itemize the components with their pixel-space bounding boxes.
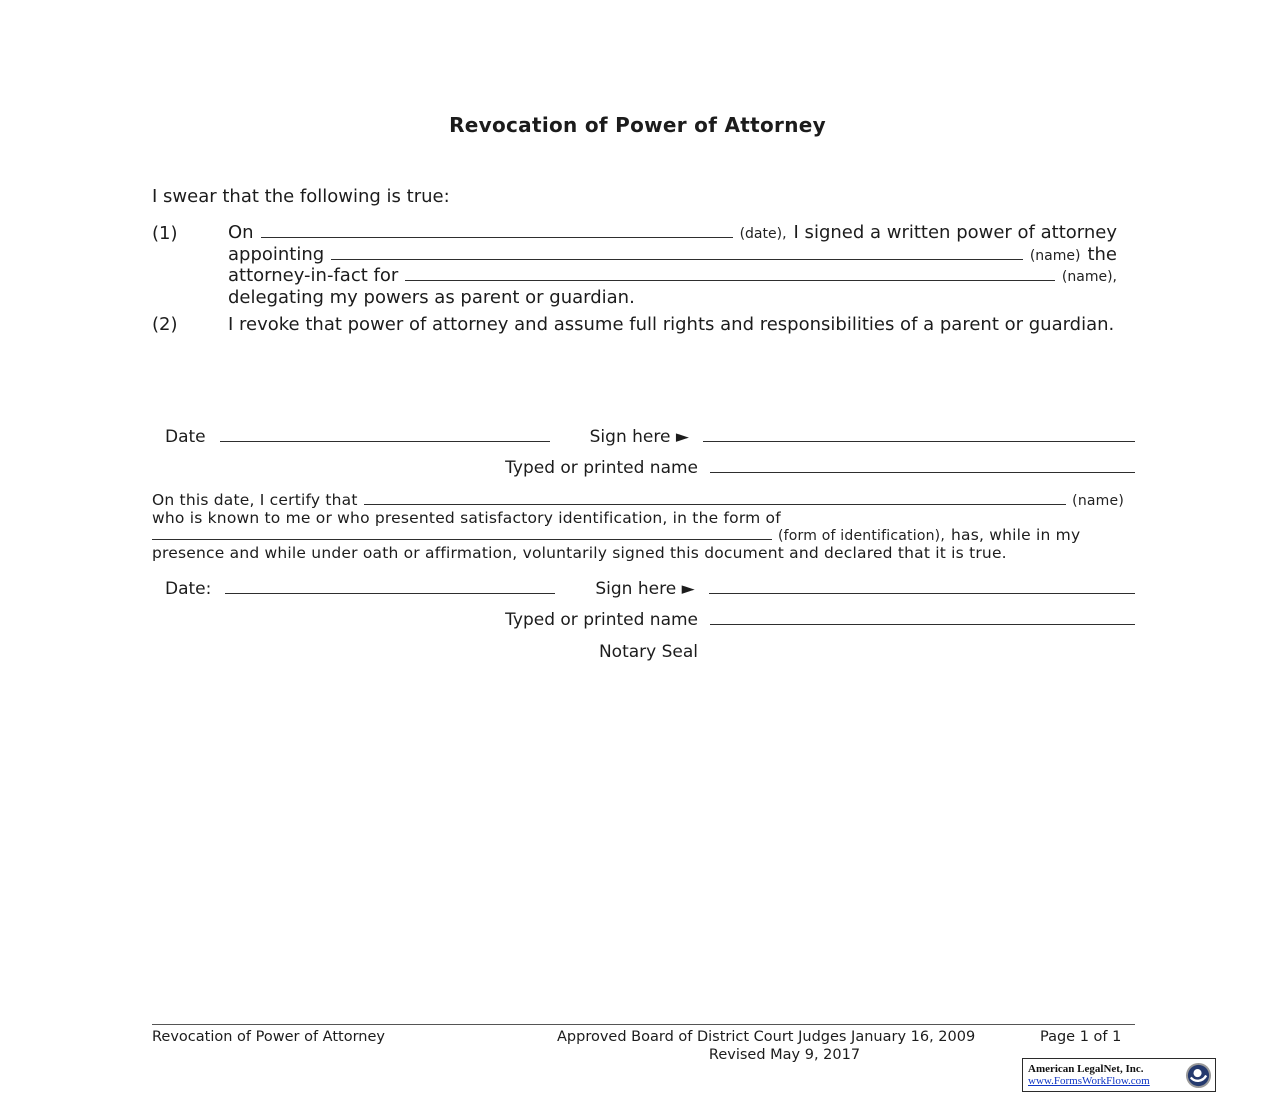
notary-sign-here-label: Sign here ► (595, 579, 695, 599)
notary-name-blank (364, 504, 1067, 505)
typed-name-blank (710, 472, 1135, 473)
identification-parenthetical: (form of identification), (778, 528, 945, 544)
notary-line-3-end: has, while in my (950, 526, 1081, 544)
clause-2 (152, 314, 1117, 335)
signature-row-1 (165, 427, 1135, 447)
footer-form-title: Revocation of Power of Attorney (152, 1029, 385, 1045)
notary-date-blank (225, 593, 555, 594)
footer-approval-block (557, 1029, 1012, 1063)
name-parenthetical-1: (name) (1029, 247, 1081, 264)
notary-typed-name-blank (710, 624, 1135, 625)
clause-1-line-3 (228, 266, 1117, 288)
clause-1 (152, 223, 1117, 307)
clause-1-line-1 (228, 223, 1117, 245)
notary-line-3 (152, 527, 1124, 545)
notary-signature-blank (709, 593, 1135, 594)
footer-revised-text: Revised May 9, 2017 (708, 1047, 861, 1063)
notary-certification (152, 492, 1124, 562)
formsworkflow-link[interactable]: www.FormsWorkFlow.com (1028, 1075, 1150, 1087)
clause-1-after-date-text: I signed a written power of attorney (793, 222, 1117, 243)
notary-name-parenthetical: (name) (1072, 493, 1124, 509)
clause-1-closing-text: delegating my powers as parent or guardian. (228, 286, 635, 308)
signature-blank (703, 441, 1135, 442)
clause-1-appointing-label: appointing (228, 243, 325, 265)
notary-typed-name-label: Typed or printed name (505, 610, 698, 630)
clause-1-line-2 (228, 245, 1117, 267)
american-legalnet-brand-box (1022, 1058, 1216, 1092)
notary-seal-row (165, 642, 1135, 662)
footer-approved-text: Approved Board of District Court Judges January 16, 2009 (557, 1029, 976, 1045)
clause-1-on-label: On (228, 222, 254, 243)
date-parenthetical: (date), (739, 226, 787, 242)
signature-date-blank (220, 441, 550, 442)
typed-name-row-2 (165, 610, 1135, 630)
notary-line-1 (152, 492, 1124, 510)
notary-seal-label: Notary Seal (598, 642, 698, 662)
clause-2-text: I revoke that power of attorney and assume full rights and responsibilities of a parent or guardian. (228, 314, 1115, 335)
identification-blank (152, 539, 772, 540)
footer-divider (152, 1024, 1135, 1025)
typed-name-row-1 (165, 458, 1135, 478)
notary-date-label: Date: (165, 579, 212, 599)
typed-name-label: Typed or printed name (505, 458, 698, 478)
intro-statement: I swear that the following is true: (152, 186, 450, 207)
sign-here-label: Sign here ► (589, 427, 689, 447)
brand-company-name: American LegalNet, Inc. (1028, 1063, 1144, 1075)
brand-text-block (1026, 1063, 1183, 1087)
clause-2-number: (2) (152, 314, 178, 335)
clause-1-line-4 (228, 288, 1117, 308)
attorney-in-fact-label: attorney-in-fact for (228, 265, 399, 286)
notary-certify-text: On this date, I certify that (152, 491, 358, 509)
appointee-name-blank-line (331, 259, 1023, 260)
document-title: Revocation of Power of Attorney (449, 113, 826, 137)
date-label: Date (165, 427, 206, 447)
notary-line-2: who is known to me or who presented satisfactory identification, in the form of (152, 509, 781, 527)
notary-line-4: presence and while under oath or affirmation, voluntarily signed this document and declared that it is true. (152, 544, 1007, 562)
clause-1-the-label: the (1087, 243, 1117, 265)
clause-1-body (228, 223, 1117, 307)
american-legalnet-logo-icon (1185, 1062, 1212, 1089)
footer-page-number: Page 1 of 1 (1040, 1029, 1122, 1045)
notary-seal-spacer (698, 642, 1135, 662)
date-blank-line (261, 237, 733, 238)
name-parenthetical-2: (name), (1061, 269, 1117, 285)
clause-1-number: (1) (152, 223, 178, 244)
signature-row-2 (165, 579, 1135, 599)
principal-name-blank-line (405, 280, 1055, 281)
